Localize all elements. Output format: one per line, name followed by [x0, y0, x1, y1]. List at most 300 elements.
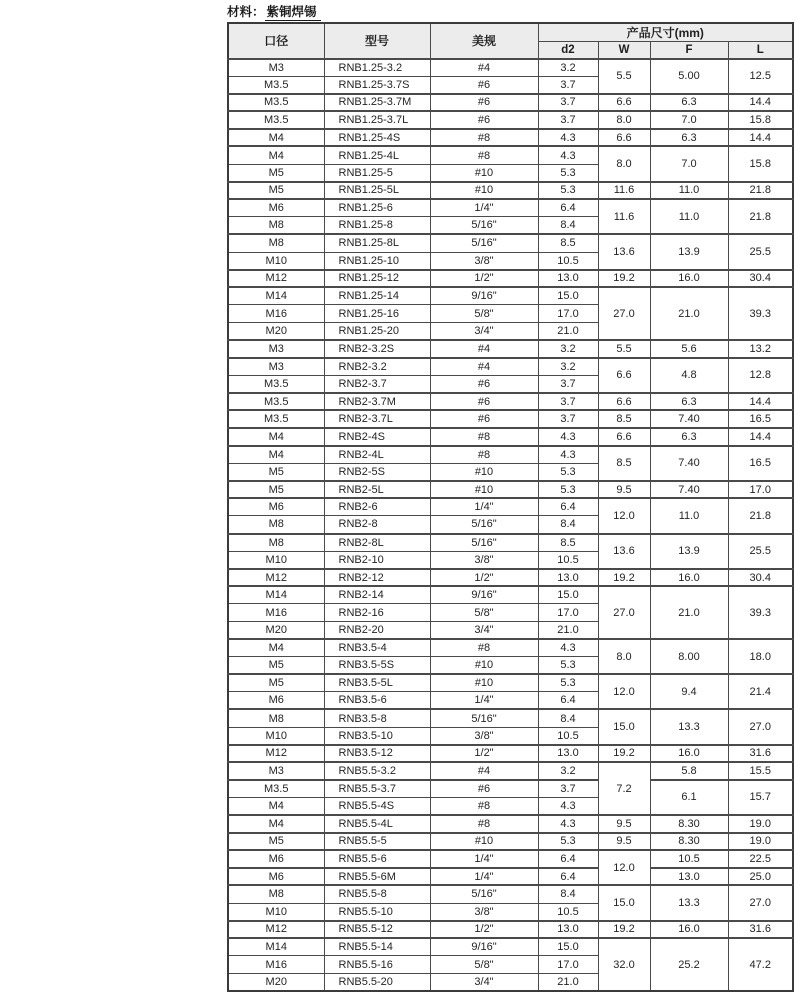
- w-cell: 11.6: [598, 182, 650, 200]
- us-spec-cell: 1/4": [430, 692, 538, 710]
- model-cell: RNB5.5-10: [324, 903, 430, 921]
- d2-cell: 4.3: [538, 428, 598, 446]
- d2-cell: 10.5: [538, 252, 598, 270]
- us-spec-cell: 3/4": [430, 973, 538, 991]
- caliber-cell: M3.5: [228, 111, 324, 129]
- model-cell: RNB1.25-20: [324, 322, 430, 340]
- us-spec-cell: 3/4": [430, 622, 538, 640]
- us-spec-cell: 1/4": [430, 199, 538, 217]
- us-spec-cell: #6: [430, 375, 538, 393]
- d2-cell: 4.3: [538, 129, 598, 147]
- us-spec-cell: 9/16": [430, 938, 538, 956]
- d2-cell: 8.5: [538, 534, 598, 552]
- caliber-cell: M6: [228, 868, 324, 886]
- l-cell: 47.2: [728, 938, 793, 991]
- table-row: [228, 59, 793, 77]
- header-dimensions-group: 产品尺寸(mm): [538, 23, 793, 42]
- table-row: [228, 287, 793, 305]
- d2-cell: 8.4: [538, 709, 598, 727]
- caliber-cell: M10: [228, 903, 324, 921]
- l-cell: 17.0: [728, 481, 793, 499]
- d2-cell: 5.3: [538, 674, 598, 692]
- caliber-cell: M4: [228, 146, 324, 164]
- model-cell: RNB2-8L: [324, 534, 430, 552]
- table-row: [228, 481, 793, 499]
- w-cell: 7.2: [598, 762, 650, 815]
- model-cell: RNB1.25-16: [324, 305, 430, 323]
- model-cell: RNB1.25-12: [324, 270, 430, 288]
- d2-cell: 13.0: [538, 270, 598, 288]
- us-spec-cell: #10: [430, 481, 538, 499]
- us-spec-cell: #6: [430, 94, 538, 112]
- d2-cell: 8.4: [538, 516, 598, 534]
- caliber-cell: M5: [228, 833, 324, 851]
- us-spec-cell: #4: [430, 358, 538, 376]
- f-cell: 21.0: [650, 287, 728, 340]
- model-cell: RNB5.5-3.2: [324, 762, 430, 780]
- caliber-cell: M4: [228, 639, 324, 657]
- l-cell: 25.0: [728, 868, 793, 886]
- table-row: [228, 586, 793, 604]
- model-cell: RNB2-20: [324, 622, 430, 640]
- table-row: [228, 815, 793, 833]
- f-cell: 11.0: [650, 498, 728, 533]
- l-cell: 18.0: [728, 639, 793, 674]
- caliber-cell: M12: [228, 745, 324, 763]
- caliber-cell: M5: [228, 164, 324, 182]
- d2-cell: 4.3: [538, 446, 598, 464]
- f-cell: 8.30: [650, 833, 728, 851]
- model-cell: RNB3.5-8: [324, 709, 430, 727]
- model-cell: RNB1.25-3.2: [324, 59, 430, 77]
- d2-cell: 3.7: [538, 393, 598, 411]
- l-cell: 13.2: [728, 340, 793, 358]
- table-row: [228, 428, 793, 446]
- caliber-cell: M16: [228, 604, 324, 622]
- d2-cell: 5.3: [538, 481, 598, 499]
- caliber-cell: M3.5: [228, 780, 324, 798]
- us-spec-cell: 5/16": [430, 885, 538, 903]
- f-cell: 6.3: [650, 393, 728, 411]
- l-cell: 15.7: [728, 780, 793, 815]
- f-cell: 10.5: [650, 850, 728, 868]
- f-cell: 5.00: [650, 59, 728, 94]
- material-value: 紫铜焊锡: [265, 5, 321, 21]
- l-cell: 30.4: [728, 270, 793, 288]
- d2-cell: 6.4: [538, 498, 598, 516]
- caliber-cell: M8: [228, 217, 324, 235]
- caliber-cell: M4: [228, 815, 324, 833]
- caliber-cell: M14: [228, 586, 324, 604]
- f-cell: 9.4: [650, 674, 728, 709]
- us-spec-cell: 3/8": [430, 551, 538, 569]
- f-cell: 25.2: [650, 938, 728, 991]
- table-row: [228, 639, 793, 657]
- model-cell: RNB2-10: [324, 551, 430, 569]
- f-cell: 6.3: [650, 428, 728, 446]
- d2-cell: 13.0: [538, 745, 598, 763]
- us-spec-cell: 1/2": [430, 921, 538, 939]
- model-cell: RNB1.25-3.7M: [324, 94, 430, 112]
- w-cell: 8.0: [598, 639, 650, 674]
- model-cell: RNB1.25-6: [324, 199, 430, 217]
- caliber-cell: M8: [228, 234, 324, 252]
- caliber-cell: M16: [228, 956, 324, 974]
- us-spec-cell: #6: [430, 111, 538, 129]
- us-spec-cell: 1/2": [430, 745, 538, 763]
- f-cell: 5.6: [650, 340, 728, 358]
- d2-cell: 17.0: [538, 956, 598, 974]
- model-cell: RNB1.25-5: [324, 164, 430, 182]
- model-cell: RNB1.25-4S: [324, 129, 430, 147]
- caliber-cell: M20: [228, 622, 324, 640]
- caliber-cell: M4: [228, 797, 324, 815]
- l-cell: 14.4: [728, 428, 793, 446]
- table-row: [228, 111, 793, 129]
- material-line: [227, 2, 321, 20]
- caliber-cell: M5: [228, 481, 324, 499]
- d2-cell: 21.0: [538, 322, 598, 340]
- model-cell: RNB2-14: [324, 586, 430, 604]
- w-cell: 9.5: [598, 481, 650, 499]
- w-cell: 19.2: [598, 270, 650, 288]
- model-cell: RNB2-6: [324, 498, 430, 516]
- model-cell: RNB2-3.7: [324, 375, 430, 393]
- us-spec-cell: 5/16": [430, 709, 538, 727]
- table-row: [228, 674, 793, 692]
- table-row: [228, 234, 793, 252]
- caliber-cell: M3.5: [228, 94, 324, 112]
- caliber-cell: M5: [228, 674, 324, 692]
- w-cell: 8.5: [598, 410, 650, 428]
- model-cell: RNB2-3.7M: [324, 393, 430, 411]
- model-cell: RNB3.5-4: [324, 639, 430, 657]
- model-cell: RNB5.5-16: [324, 956, 430, 974]
- caliber-cell: M10: [228, 252, 324, 270]
- model-cell: RNB5.5-5: [324, 833, 430, 851]
- us-spec-cell: #8: [430, 815, 538, 833]
- w-cell: 8.0: [598, 111, 650, 129]
- us-spec-cell: 3/8": [430, 727, 538, 745]
- l-cell: 19.0: [728, 833, 793, 851]
- caliber-cell: M20: [228, 973, 324, 991]
- us-spec-cell: #8: [430, 639, 538, 657]
- us-spec-cell: 5/16": [430, 516, 538, 534]
- d2-cell: 8.5: [538, 234, 598, 252]
- caliber-cell: M12: [228, 921, 324, 939]
- l-cell: 25.5: [728, 534, 793, 569]
- us-spec-cell: 5/8": [430, 956, 538, 974]
- d2-cell: 10.5: [538, 551, 598, 569]
- us-spec-cell: 1/4": [430, 868, 538, 886]
- caliber-cell: M8: [228, 709, 324, 727]
- l-cell: 15.5: [728, 762, 793, 780]
- caliber-cell: M6: [228, 199, 324, 217]
- l-cell: 22.5: [728, 850, 793, 868]
- caliber-cell: M10: [228, 551, 324, 569]
- l-cell: 39.3: [728, 287, 793, 340]
- f-cell: 13.0: [650, 868, 728, 886]
- caliber-cell: M3.5: [228, 76, 324, 94]
- table-row: [228, 921, 793, 939]
- model-cell: RNB2-3.2S: [324, 340, 430, 358]
- caliber-cell: M3: [228, 358, 324, 376]
- d2-cell: 4.3: [538, 146, 598, 164]
- us-spec-cell: 1/4": [430, 850, 538, 868]
- f-cell: 16.0: [650, 921, 728, 939]
- us-spec-cell: #10: [430, 833, 538, 851]
- us-spec-cell: #6: [430, 76, 538, 94]
- table-row: [228, 446, 793, 464]
- us-spec-cell: 5/16": [430, 217, 538, 235]
- f-cell: 13.3: [650, 885, 728, 920]
- l-cell: 12.5: [728, 59, 793, 94]
- f-cell: 4.8: [650, 358, 728, 393]
- d2-cell: 3.7: [538, 76, 598, 94]
- w-cell: 19.2: [598, 921, 650, 939]
- f-cell: 21.0: [650, 586, 728, 639]
- us-spec-cell: 3/4": [430, 322, 538, 340]
- model-cell: RNB1.25-14: [324, 287, 430, 305]
- model-cell: RNB5.5-20: [324, 973, 430, 991]
- f-cell: 16.0: [650, 270, 728, 288]
- d2-cell: 3.2: [538, 358, 598, 376]
- caliber-cell: M20: [228, 322, 324, 340]
- model-cell: RNB1.25-3.7L: [324, 111, 430, 129]
- d2-cell: 6.4: [538, 692, 598, 710]
- d2-cell: 8.4: [538, 885, 598, 903]
- l-cell: 39.3: [728, 586, 793, 639]
- f-cell: 7.40: [650, 410, 728, 428]
- d2-cell: 13.0: [538, 569, 598, 587]
- w-cell: 8.0: [598, 146, 650, 181]
- d2-cell: 3.2: [538, 59, 598, 77]
- d2-cell: 3.7: [538, 94, 598, 112]
- caliber-cell: M10: [228, 727, 324, 745]
- d2-cell: 3.7: [538, 375, 598, 393]
- d2-cell: 15.0: [538, 287, 598, 305]
- l-cell: 15.8: [728, 146, 793, 181]
- table-row: [228, 534, 793, 552]
- us-spec-cell: #10: [430, 164, 538, 182]
- d2-cell: 4.3: [538, 639, 598, 657]
- l-cell: 27.0: [728, 709, 793, 744]
- d2-cell: 21.0: [538, 973, 598, 991]
- d2-cell: 5.3: [538, 182, 598, 200]
- d2-cell: 3.7: [538, 780, 598, 798]
- model-cell: RNB3.5-12: [324, 745, 430, 763]
- caliber-cell: M4: [228, 129, 324, 147]
- us-spec-cell: 9/16": [430, 287, 538, 305]
- model-cell: RNB2-4L: [324, 446, 430, 464]
- f-cell: 13.9: [650, 234, 728, 269]
- model-cell: RNB2-12: [324, 569, 430, 587]
- model-cell: RNB5.5-3.7: [324, 780, 430, 798]
- caliber-cell: M8: [228, 534, 324, 552]
- w-cell: 27.0: [598, 287, 650, 340]
- table-row: [228, 146, 793, 164]
- w-cell: 9.5: [598, 833, 650, 851]
- caliber-cell: M12: [228, 569, 324, 587]
- spec-table-body: [228, 59, 793, 991]
- caliber-cell: M3: [228, 762, 324, 780]
- caliber-cell: M4: [228, 446, 324, 464]
- caliber-cell: M12: [228, 270, 324, 288]
- us-spec-cell: #8: [430, 428, 538, 446]
- table-row: [228, 182, 793, 200]
- f-cell: 5.8: [650, 762, 728, 780]
- model-cell: RNB5.5-14: [324, 938, 430, 956]
- us-spec-cell: #8: [430, 129, 538, 147]
- d2-cell: 3.2: [538, 762, 598, 780]
- l-cell: 19.0: [728, 815, 793, 833]
- model-cell: RNB5.5-6M: [324, 868, 430, 886]
- us-spec-cell: 5/8": [430, 604, 538, 622]
- us-spec-cell: 1/2": [430, 569, 538, 587]
- caliber-cell: M5: [228, 657, 324, 675]
- table-row: [228, 885, 793, 903]
- model-cell: RNB5.5-4L: [324, 815, 430, 833]
- l-cell: 21.8: [728, 199, 793, 234]
- us-spec-cell: #8: [430, 797, 538, 815]
- w-cell: 13.6: [598, 534, 650, 569]
- f-cell: 13.9: [650, 534, 728, 569]
- model-cell: RNB1.25-5L: [324, 182, 430, 200]
- us-spec-cell: 3/8": [430, 252, 538, 270]
- l-cell: 27.0: [728, 885, 793, 920]
- us-spec-cell: #8: [430, 146, 538, 164]
- header-d2: d2: [538, 42, 598, 59]
- w-cell: 6.6: [598, 393, 650, 411]
- w-cell: 6.6: [598, 428, 650, 446]
- d2-cell: 17.0: [538, 305, 598, 323]
- model-cell: RNB1.25-8: [324, 217, 430, 235]
- l-cell: 21.8: [728, 498, 793, 533]
- caliber-cell: M3: [228, 59, 324, 77]
- table-row: [228, 833, 793, 851]
- w-cell: 6.6: [598, 94, 650, 112]
- us-spec-cell: 5/8": [430, 305, 538, 323]
- w-cell: 19.2: [598, 569, 650, 587]
- model-cell: RNB2-3.7L: [324, 410, 430, 428]
- table-row: [228, 938, 793, 956]
- model-cell: RNB3.5-10: [324, 727, 430, 745]
- caliber-cell: M4: [228, 428, 324, 446]
- header-f: F: [650, 42, 728, 59]
- caliber-cell: M6: [228, 850, 324, 868]
- model-cell: RNB3.5-5L: [324, 674, 430, 692]
- d2-cell: 15.0: [538, 938, 598, 956]
- us-spec-cell: #6: [430, 410, 538, 428]
- f-cell: 11.0: [650, 199, 728, 234]
- d2-cell: 4.3: [538, 815, 598, 833]
- l-cell: 21.4: [728, 674, 793, 709]
- header-caliber: 口径: [228, 23, 324, 59]
- f-cell: 7.0: [650, 146, 728, 181]
- us-spec-cell: #6: [430, 393, 538, 411]
- f-cell: 8.30: [650, 815, 728, 833]
- f-cell: 7.40: [650, 481, 728, 499]
- w-cell: 13.6: [598, 234, 650, 269]
- d2-cell: 21.0: [538, 622, 598, 640]
- d2-cell: 3.7: [538, 410, 598, 428]
- l-cell: 31.6: [728, 745, 793, 763]
- caliber-cell: M5: [228, 463, 324, 481]
- w-cell: 19.2: [598, 745, 650, 763]
- table-row: [228, 762, 793, 780]
- d2-cell: 5.3: [538, 463, 598, 481]
- d2-cell: 13.0: [538, 921, 598, 939]
- w-cell: 9.5: [598, 815, 650, 833]
- us-spec-cell: #10: [430, 182, 538, 200]
- model-cell: RNB2-5S: [324, 463, 430, 481]
- header-us-spec: 美规: [430, 23, 538, 59]
- table-row: [228, 94, 793, 112]
- f-cell: 11.0: [650, 182, 728, 200]
- table-row: [228, 393, 793, 411]
- d2-cell: 6.4: [538, 199, 598, 217]
- l-cell: 16.5: [728, 410, 793, 428]
- d2-cell: 5.3: [538, 164, 598, 182]
- d2-cell: 15.0: [538, 586, 598, 604]
- w-cell: 12.0: [598, 674, 650, 709]
- us-spec-cell: 5/16": [430, 234, 538, 252]
- table-row: [228, 410, 793, 428]
- d2-cell: 3.7: [538, 111, 598, 129]
- us-spec-cell: 5/16": [430, 534, 538, 552]
- w-cell: 12.0: [598, 850, 650, 885]
- f-cell: 13.3: [650, 709, 728, 744]
- table-row: [228, 745, 793, 763]
- f-cell: 6.1: [650, 780, 728, 815]
- w-cell: 12.0: [598, 498, 650, 533]
- us-spec-cell: #6: [430, 780, 538, 798]
- caliber-cell: M6: [228, 498, 324, 516]
- d2-cell: 5.3: [538, 833, 598, 851]
- spec-table-header: [228, 23, 793, 59]
- w-cell: 6.6: [598, 358, 650, 393]
- f-cell: 16.0: [650, 569, 728, 587]
- d2-cell: 10.5: [538, 727, 598, 745]
- w-cell: 5.5: [598, 340, 650, 358]
- table-row: [228, 199, 793, 217]
- header-model: 型号: [324, 23, 430, 59]
- us-spec-cell: #4: [430, 340, 538, 358]
- table-row: [228, 850, 793, 868]
- model-cell: RNB2-4S: [324, 428, 430, 446]
- model-cell: RNB5.5-6: [324, 850, 430, 868]
- w-cell: 8.5: [598, 446, 650, 481]
- us-spec-cell: 9/16": [430, 586, 538, 604]
- caliber-cell: M6: [228, 692, 324, 710]
- l-cell: 14.4: [728, 94, 793, 112]
- l-cell: 21.8: [728, 182, 793, 200]
- us-spec-cell: #8: [430, 446, 538, 464]
- us-spec-cell: #10: [430, 463, 538, 481]
- l-cell: 16.5: [728, 446, 793, 481]
- caliber-cell: M3.5: [228, 375, 324, 393]
- w-cell: 27.0: [598, 586, 650, 639]
- us-spec-cell: 1/4": [430, 498, 538, 516]
- us-spec-cell: #4: [430, 762, 538, 780]
- caliber-cell: M14: [228, 938, 324, 956]
- model-cell: RNB1.25-8L: [324, 234, 430, 252]
- d2-cell: 8.4: [538, 217, 598, 235]
- material-label: 材料：: [227, 5, 265, 19]
- caliber-cell: M3.5: [228, 410, 324, 428]
- l-cell: 12.8: [728, 358, 793, 393]
- model-cell: RNB2-16: [324, 604, 430, 622]
